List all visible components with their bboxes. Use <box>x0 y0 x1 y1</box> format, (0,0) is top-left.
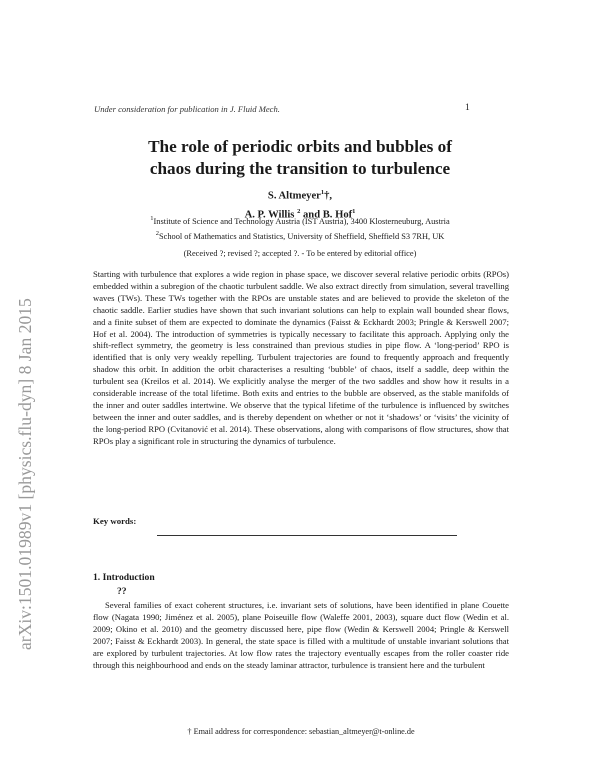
abstract <box>93 269 509 448</box>
authors-line-1 <box>70 185 530 204</box>
title-line-2: chaos during the transition to turbulence <box>149 159 451 178</box>
author-altmeyer: S. Altmeyer <box>267 190 321 202</box>
title-line-1: The role of periodic orbits and bubbles of <box>148 137 452 156</box>
affil-sup: 2 <box>155 230 159 238</box>
abstract-text: Starting with turbulence that explores a wide region in phase space, we discover several relative periodic orbits (RPOs) embedded within a subregion of the chaotic turbulent saddle. We also extract directly from simulation, several travelling waves (TWs). These TWs together with the RPOs are unstable states and are believed to provide the skeleton of the chaotic saddle. Earlier studies have shown that such invariant solutions can help to explain wall bounded shear flows, and a finite subset of them are expected to dominate the dynamics (Faisst & Eckhardt 2003; Pringle & Kerswell 2007; Hof et al. 2004). The introduction of symmetries is typically necessary to facilitate this approach. Applying only the shift-reflect symmetry, the geometry is less constrained than previous studies in pipe flow. A ‘long-period’ RPO is identified that is only very weakly repelling. Turbulent trajectories are found to frequently approach and frequently shadow this orbit. In addition the orbit characterises a resulting ‘bubble’ of chaos, itself a saddle, deep within the turbulent sea (Kreilos et al. 2014). We explicitly analyse the merger of the two saddles and show how it results in a considerable increase of the total lifetime. Both exits and entries to the bubble are observed, as the stable manifolds of the inner and outer saddles intertwine. We observe that the typical lifetime of the turbulence is influenced by switches between the inner and outer saddles, and is thereby dependent on whether or not it ‘shadows’ or ‘visits’ the vicinity of the long-period RPO (Cvitanović et al. 2014). These observations, along with comparisons of flow structures, show that RPOs play a significant role in structuring the dynamics of turbulence. <box>93 269 509 446</box>
author-affil-sup: 1 <box>320 189 325 196</box>
running-head: Under consideration for publication in J. Fluid Mech. <box>94 104 280 114</box>
intro-paragraph: Several families of exact coherent structures, i.e. invariant sets of solutions, have been identified in plane Couette flow (Nagata 1990; Jiménez et al. 2005), plane Poiseuille flow (Waleffe 2001, 2003), square duct flow (Wedin et al. 2009; Okino et al. 2010) and the geometry discussed here, pipe flow (Wedin & Kerswell 2004; Pringle & Kerswell 2007; Faisst & Eckhardt 2003). In general, the state space is filled with a multitude of unstable invariant solutions that are explored by turbulent trajectories. At low flow rates the trajectory eventually escapes from the roller coaster ride through this neighbourhood and ends on the steady laminar attractor, turbulence is transient here and the turbulent <box>93 600 509 670</box>
affil-sup: 1 <box>150 215 154 222</box>
received-line: (Received ?; revised ?; accepted ?. - To be entered by editorial office) <box>183 249 417 258</box>
affiliation-2-text: School of Mathematics and Statistics, University of Sheffield, Sheffield S3 7RH, UK <box>158 232 445 242</box>
affiliation-1 <box>70 213 530 228</box>
keywords-rule <box>157 535 457 536</box>
footnote: † Email address for correspondence: sebastian_altmeyer@t-online.de <box>187 727 415 736</box>
author-hof: and B. Hof <box>303 209 353 221</box>
author-affil-sup: 2 <box>297 207 301 215</box>
paper-title <box>70 136 530 180</box>
author-affil-sup: 1 <box>352 207 356 215</box>
section-subheading: ?? <box>117 586 127 597</box>
keywords-label: Key words: <box>93 516 137 526</box>
affiliation-2 <box>70 228 530 243</box>
section-heading: 1. Introduction <box>93 572 155 583</box>
affiliations <box>70 213 530 244</box>
affiliation-1-text: Institute of Science and Technology Austria (IST Austria), 3400 Klosterneuburg, Austria <box>153 216 450 226</box>
arxiv-stamp: arXiv:1501.01989v1 [physics.flu-dyn] 8 Jan 2015 <box>15 298 35 650</box>
page-number: 1 <box>465 103 470 113</box>
intro-body <box>93 600 509 671</box>
author-dagger: †, <box>324 190 333 202</box>
author-willis: A. P. Willis <box>244 209 295 221</box>
